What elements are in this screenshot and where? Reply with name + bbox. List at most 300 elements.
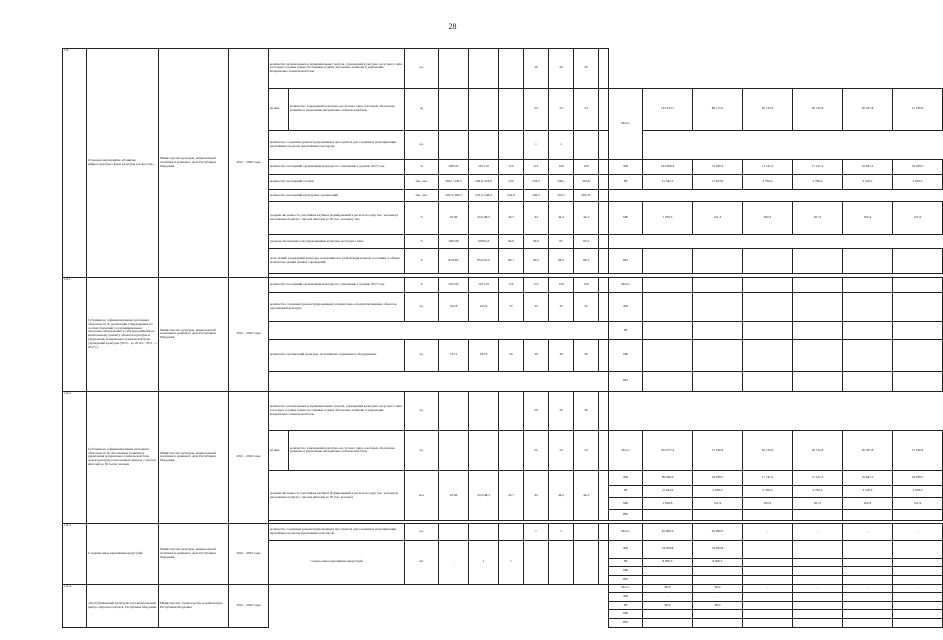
indicator-unit: ед. xyxy=(405,339,439,371)
indicator-unit: ед. xyxy=(405,523,439,540)
table-cell xyxy=(609,234,643,249)
finance-value: 54 059,8 xyxy=(643,541,693,558)
indicator-name: количество посещений организаций культуры по отношению к уровню 2017 года xyxy=(269,277,405,292)
indicator-value xyxy=(599,175,609,190)
indicator-name: средняя численность участников клубных формирований в расчете на одну тыс. человек (в населенных пунктах с числом жителей до 50 тыс. человек), тыс. xyxy=(269,202,405,234)
indicator-value: 24 xyxy=(549,431,574,471)
indicator-value: 1 xyxy=(524,523,549,540)
finance-value: 143 966,4 xyxy=(643,160,693,175)
indicator-value: - xyxy=(439,541,469,584)
indicator-unit: % xyxy=(405,249,439,274)
measure-years: 2022 – 2026 годы xyxy=(229,523,269,584)
finance-source: Всего xyxy=(609,277,643,292)
indicator-value xyxy=(499,391,524,431)
finance-value: 18 058,5 xyxy=(693,470,743,485)
finance-value: 62 960,3 xyxy=(643,523,693,540)
indicator-value: 263,35 xyxy=(574,190,599,202)
indicator-name: количество учреждений культурно-досугового типа, в которых обеспечено развитие и укрепление материально-технической базы xyxy=(289,431,405,471)
finance-value: 8 900,5 xyxy=(693,558,743,567)
indicator-value: 105/107 xyxy=(439,277,469,292)
finance-value: 20 132,9 xyxy=(793,431,843,471)
finance-value: 211,9 xyxy=(693,497,743,509)
indicator-value: 234,3 xyxy=(524,175,549,190)
indicator-value: 43,7 xyxy=(499,470,524,521)
indicator-value xyxy=(524,541,549,584)
table-cell xyxy=(793,391,843,431)
indicator-value xyxy=(574,523,599,540)
finance-source: Всего xyxy=(609,523,643,540)
finance-value xyxy=(793,371,843,391)
finance-source: РБ xyxy=(609,175,643,190)
finance-value: 21 186,9 xyxy=(893,88,943,130)
indicator-value: 110 xyxy=(499,160,524,175)
finance-value xyxy=(743,277,793,292)
table-cell xyxy=(643,49,943,89)
finance-value xyxy=(743,541,793,558)
indicator-value xyxy=(439,391,469,431)
finance-source: РБ xyxy=(609,601,643,610)
finance-value xyxy=(743,593,793,602)
indicator-name: количество региональных и муниципальных театров, учреждений культурно-досугового типа, в которых созданы новые постоянные и (или) обеспечено развитие и укрепление материально-технической базы xyxy=(269,49,405,89)
indicator-value: 24/24 xyxy=(469,292,499,322)
indicator-value: 24 xyxy=(574,431,599,471)
finance-value: 21 186,9 xyxy=(693,431,743,471)
finance-value: 1 026,8 xyxy=(643,497,693,509)
finance-value xyxy=(843,619,893,628)
indicator-value: 44 xyxy=(524,202,549,234)
finance-value: 98,0 xyxy=(693,584,743,593)
indicator-value: 242,9 xyxy=(499,190,524,202)
finance-value: 2 936,3 xyxy=(693,485,743,497)
finance-value: 211,3 xyxy=(693,202,743,234)
indicator-value: 24 xyxy=(524,431,549,471)
indicator-value xyxy=(599,249,609,274)
indicator-name: количество посещений организаций культуры по отношению к уровню 2017 года xyxy=(269,160,405,175)
finance-value: 200,4 xyxy=(843,202,893,234)
finance-source: Всего xyxy=(609,431,643,471)
finance-value xyxy=(693,322,743,339)
indicator-value: 32 xyxy=(524,292,549,322)
indicator-value: 18/18 xyxy=(469,339,499,371)
finance-source: РБ xyxy=(609,485,643,497)
indicator-value: 90,3 xyxy=(549,249,574,274)
finance-value: 17 141,2 xyxy=(793,160,843,175)
measure-name: «Республиканский культурно-просветительский центр» г.Краснослободск, Республика Мордовия xyxy=(87,584,159,628)
measure-executor: Министерство строительства и архитектуры Республики Мордовия xyxy=(159,584,229,628)
measure-name: Субсидии на софинансирование расходных обязательств на обеспечение развития и укрепления материально-технической базы домов культуры в населенных пунктах с числом жителей до 50 тысяч человек xyxy=(87,391,159,523)
finance-value: - xyxy=(843,523,893,540)
table-cell xyxy=(269,322,609,339)
table-cell xyxy=(643,234,693,249)
indicator-unit: ед. xyxy=(405,292,439,322)
finance-value xyxy=(893,575,943,584)
table-cell xyxy=(893,234,943,249)
finance-source: ВИ xyxy=(609,249,643,274)
indicator-value xyxy=(469,49,499,89)
finance-value: - xyxy=(893,523,943,540)
finance-value: - xyxy=(743,584,793,593)
indicator-value: 107/119 xyxy=(469,277,499,292)
indicator-value: 126 xyxy=(574,160,599,175)
indicator-value: 1 xyxy=(524,130,549,160)
table-cell xyxy=(693,391,743,431)
indicator-value: 1 xyxy=(549,130,574,160)
table-cell xyxy=(893,190,943,202)
page-number: 28 xyxy=(448,22,457,31)
finance-value xyxy=(643,510,693,521)
indicator-value: 27 xyxy=(499,292,524,322)
finance-value xyxy=(643,619,693,628)
indicator-value: 36 xyxy=(524,339,549,371)
finance-value xyxy=(643,249,693,274)
indicator-value xyxy=(469,431,499,471)
finance-source: РБ xyxy=(609,322,643,339)
finance-value: - xyxy=(893,584,943,593)
program-measures-table xyxy=(62,48,943,628)
finance-value xyxy=(693,610,743,619)
indicator-value xyxy=(469,391,499,431)
finance-value: 72 036,3 xyxy=(693,160,743,175)
table-row xyxy=(63,49,943,89)
measure-name: Субсидии на софинансирование расходных обязательств по реализации утвержденных на соответствующий год муниципальных программ, включающих в себя мероприятия по капитальному ремонту объектов культуры и укреплению материально-технической базы учреждений культуры (7010 – до 2016 г., 7611 – с 2017 г.) xyxy=(87,277,159,391)
finance-value: 20 132,9 xyxy=(743,431,793,471)
indicator-unit: % xyxy=(405,234,439,249)
finance-value xyxy=(643,567,693,576)
table-cell xyxy=(609,190,643,202)
indicator-value: 19/18 xyxy=(439,292,469,322)
finance-value: 21 542,5 xyxy=(643,175,693,190)
finance-value: 89 046,6 xyxy=(643,470,693,485)
indicator-value: 44,2 xyxy=(549,202,574,234)
finance-source: МБ xyxy=(609,339,643,371)
indicator-value: 1 xyxy=(549,523,574,540)
indicator-name: количество созданных (реконструированных) пространств для создания и популяризации креативных проектов (креативных кластеров) xyxy=(269,523,405,540)
finance-value xyxy=(793,541,843,558)
indicator-value: 239,1 xyxy=(549,175,574,190)
measure-number: 1.8.3. xyxy=(63,523,87,584)
indicator-value xyxy=(439,88,469,130)
finance-value xyxy=(843,593,893,602)
indicator-value xyxy=(574,130,599,160)
indicator-value: 32 xyxy=(549,292,574,322)
indicator-value: 26 xyxy=(499,339,524,371)
finance-value xyxy=(743,371,793,391)
finance-value xyxy=(843,249,893,274)
finance-source: ВИ xyxy=(609,510,643,521)
indicator-prefix: из них: xyxy=(269,88,289,130)
finance-value xyxy=(793,601,843,610)
table-cell xyxy=(743,190,793,202)
measure-number: 1.8. xyxy=(63,49,87,278)
table-cell xyxy=(793,234,843,249)
indicator-value xyxy=(574,541,599,584)
table-cell xyxy=(743,234,793,249)
finance-value xyxy=(643,292,693,322)
finance-value xyxy=(743,575,793,584)
finance-source: МБ xyxy=(609,610,643,619)
table-cell xyxy=(843,391,893,431)
finance-source: РБ xyxy=(609,558,643,567)
finance-value: 200,4 xyxy=(843,497,893,509)
table-cell xyxy=(793,190,843,202)
indicator-value: 90,2 xyxy=(524,249,549,274)
indicator-value: 44 xyxy=(524,470,549,521)
indicator-value: 44,2 xyxy=(549,470,574,521)
indicator-value xyxy=(599,277,609,292)
indicator-value xyxy=(599,431,609,471)
finance-source: Всего xyxy=(609,88,643,160)
finance-value xyxy=(693,249,743,274)
finance-value: 2 790,4 xyxy=(793,175,843,190)
indicator-unit: шт xyxy=(405,541,439,584)
finance-value xyxy=(793,322,843,339)
indicator-value xyxy=(499,523,524,540)
indicator-name: доля зданий учреждений культуры, находящихся в удовлетворительном состоянии, в общем количестве зданий данных учреждений xyxy=(269,249,405,274)
indicator-value xyxy=(469,88,499,130)
finance-value xyxy=(793,610,843,619)
finance-value xyxy=(793,575,843,584)
finance-value: 17 141,2 xyxy=(743,160,793,175)
finance-value: 211,9 xyxy=(893,202,943,234)
table-row xyxy=(63,523,943,540)
indicator-value xyxy=(599,292,609,322)
indicator-value xyxy=(599,470,609,521)
indicator-name: количество учреждений культурно-досугового типа, в которых обеспечено развитие и укрепление материально-технической базы xyxy=(289,88,405,130)
indicator-name: количество региональных и муниципальных театров, учреждений культурно-досугового типа, в которых созданы новые постоянные и (или) обеспечено развитие и укрепление материально-технической базы xyxy=(269,391,405,431)
finance-value xyxy=(893,322,943,339)
indicator-value xyxy=(599,88,609,130)
indicator-unit: тыс. чел. xyxy=(405,190,439,202)
indicator-value: 12/12 xyxy=(439,339,469,371)
finance-source: ФБ xyxy=(609,160,643,175)
finance-source: МБ xyxy=(609,202,643,234)
finance-value xyxy=(743,601,793,610)
indicator-value: 115 xyxy=(524,277,549,292)
finance-value xyxy=(793,558,843,567)
indicator-value: 26 xyxy=(574,391,599,431)
indicator-value xyxy=(599,202,609,234)
finance-value xyxy=(743,567,793,576)
finance-value: 102 077,4 xyxy=(643,431,693,471)
indicator-name: средняя численность участников клубных формирований в расчете на одну тыс. человек (в населенных пунктах с числом жителей до 50 тыс. человек) xyxy=(269,470,405,521)
finance-value xyxy=(793,277,843,292)
finance-value xyxy=(643,371,693,391)
indicator-value: 249,5 xyxy=(524,190,549,202)
finance-value xyxy=(893,610,943,619)
finance-value xyxy=(643,575,693,584)
finance-value xyxy=(843,567,893,576)
finance-value xyxy=(793,510,843,521)
indicator-value xyxy=(499,431,524,471)
indicator-value: 1 xyxy=(469,541,499,584)
indicator-value: 1 xyxy=(499,541,524,584)
measure-years: 2022 – 2026 годы xyxy=(229,584,269,628)
finance-value xyxy=(843,575,893,584)
finance-value: 201,3 xyxy=(793,202,843,234)
table-cell xyxy=(643,130,693,160)
finance-value xyxy=(843,339,893,371)
finance-value xyxy=(643,610,693,619)
indicator-prefix: из них: xyxy=(269,431,289,471)
indicator-value xyxy=(499,49,524,89)
table-cell xyxy=(693,234,743,249)
finance-value xyxy=(793,567,843,576)
finance-value: 3 190,2 xyxy=(843,175,893,190)
finance-value xyxy=(743,249,793,274)
table-cell xyxy=(609,391,643,431)
finance-value xyxy=(843,610,893,619)
table-row xyxy=(63,391,943,431)
indicator-value xyxy=(469,130,499,160)
indicator-value: 94,6 xyxy=(499,234,524,249)
finance-value xyxy=(693,339,743,371)
finance-value xyxy=(693,575,743,584)
indicator-value xyxy=(439,49,469,89)
indicator-value: 32 xyxy=(574,292,599,322)
finance-value: 145 635,7 xyxy=(643,88,693,130)
finance-value xyxy=(743,610,793,619)
finance-value: 54 059,8 xyxy=(693,541,743,558)
finance-value xyxy=(893,619,943,628)
finance-source: ВИ xyxy=(609,619,643,628)
indicator-value xyxy=(599,391,609,431)
indicator-value: 115 xyxy=(524,160,549,175)
finance-value: 200,3 xyxy=(743,497,793,509)
finance-value: 2 790,4 xyxy=(793,485,843,497)
finance-value xyxy=(843,371,893,391)
indicator-value xyxy=(599,234,609,249)
indicator-value: 26 xyxy=(574,49,599,89)
indicator-unit: ед xyxy=(405,88,439,130)
indicator-value: 120 xyxy=(549,277,574,292)
measure-number: 1.8.1. xyxy=(63,277,87,391)
indicator-unit: % xyxy=(405,202,439,234)
finance-value xyxy=(893,249,943,274)
indicator-value: 82,6/85 xyxy=(439,249,469,274)
indicator-unit: тыс. чел. xyxy=(405,175,439,190)
finance-value: - xyxy=(693,593,743,602)
indicator-value xyxy=(599,49,609,89)
finance-value xyxy=(893,292,943,322)
finance-value: - xyxy=(643,593,693,602)
indicator-value: 100/94,3 xyxy=(469,234,499,249)
finance-value xyxy=(743,510,793,521)
finance-source: ФБ xyxy=(609,470,643,485)
finance-value: 17 141,2 xyxy=(743,470,793,485)
indicator-unit: ед. xyxy=(405,130,439,160)
indicator-value: 107/110 xyxy=(469,160,499,175)
finance-value xyxy=(643,277,693,292)
indicator-unit: % xyxy=(405,160,439,175)
table-cell xyxy=(843,190,893,202)
finance-value: 20 037,8 xyxy=(843,88,893,130)
indicator-value: 26 xyxy=(524,49,549,89)
indicator-name: количество созданных (реконструированных) и капитально отремонтированных объектов организаций культуры xyxy=(269,292,405,322)
indicator-value xyxy=(599,523,609,540)
finance-value xyxy=(893,567,943,576)
measure-executor: Министерство культуры, национальной политики и архивного дела Республики Мордовия xyxy=(159,391,229,523)
table-row xyxy=(63,277,943,292)
indicator-value: 24 xyxy=(574,88,599,130)
indicator-value: 243,8 xyxy=(574,175,599,190)
finance-value: 18 058,5 xyxy=(893,470,943,485)
finance-value xyxy=(693,510,743,521)
indicator-value xyxy=(549,541,574,584)
measure-name: Основное мероприятие «Развитие инфраструктуры сферы культуры и искусства» xyxy=(87,49,159,278)
indicator-value: 89,4 xyxy=(574,249,599,274)
finance-value: 2 936,3 xyxy=(893,485,943,497)
indicator-value xyxy=(599,190,609,202)
finance-value xyxy=(843,541,893,558)
finance-value: 18 058,5 xyxy=(893,160,943,175)
finance-value: 20 132,9 xyxy=(793,88,843,130)
indicator-name: создано школ креативных индустрий xyxy=(269,541,405,584)
table-cell xyxy=(793,130,843,160)
indicator-value: 230 xyxy=(499,175,524,190)
finance-source: МБ xyxy=(609,567,643,576)
table-cell xyxy=(893,130,943,160)
finance-value xyxy=(843,510,893,521)
finance-value: 1 059,5 xyxy=(643,202,693,234)
indicator-value: 108/107 xyxy=(439,160,469,175)
finance-value xyxy=(793,619,843,628)
indicator-name: количество организаций культуры, получивших современное оборудование xyxy=(269,339,405,371)
finance-value xyxy=(693,371,743,391)
finance-value xyxy=(693,567,743,576)
indicator-value: 95 xyxy=(549,234,574,249)
indicator-value: 243,3/ 263,5 xyxy=(439,190,469,202)
finance-value: 2 936,3 xyxy=(893,175,943,190)
finance-value: - xyxy=(843,584,893,593)
indicator-value: 36 xyxy=(574,339,599,371)
finance-value xyxy=(643,322,693,339)
finance-value xyxy=(893,277,943,292)
indicator-value: 95,2 xyxy=(574,234,599,249)
indicator-value: 44,4 xyxy=(574,202,599,234)
indicator-value xyxy=(599,130,609,160)
table-cell xyxy=(609,49,643,89)
finance-value xyxy=(893,339,943,371)
finance-value xyxy=(743,619,793,628)
finance-value xyxy=(643,339,693,371)
table-cell xyxy=(643,391,693,431)
finance-value: 98,0 xyxy=(643,601,693,610)
finance-value xyxy=(843,292,893,322)
finance-value xyxy=(793,292,843,322)
finance-value: 98,0 xyxy=(693,601,743,610)
measure-executor: Министерство культуры, национальной политики и архивного дела Республики Мордовия xyxy=(159,49,229,278)
indicator-value: 26 xyxy=(524,391,549,431)
indicator-value: 44,4 xyxy=(574,470,599,521)
measure-executor: Министерство культуры, национальной политики и архивного дела Республики Мордовия xyxy=(159,523,229,584)
indicator-value: 43,5/48,3 xyxy=(469,470,499,521)
finance-value xyxy=(793,339,843,371)
indicator-value xyxy=(599,339,609,371)
table-cell xyxy=(269,584,609,628)
indicator-value: 36 xyxy=(549,339,574,371)
indicator-value: 253,5/ 248,3 xyxy=(469,190,499,202)
finance-value xyxy=(893,601,943,610)
table-cell xyxy=(743,391,793,431)
finance-value xyxy=(893,371,943,391)
indicator-value: 24 xyxy=(524,88,549,130)
table-cell xyxy=(693,130,743,160)
finance-value: 201,3 xyxy=(793,497,843,509)
finance-value xyxy=(843,322,893,339)
measure-number: 1.8.2. xyxy=(63,391,87,523)
table-cell xyxy=(843,234,893,249)
indicator-value: 246,6/ 224,8 xyxy=(469,175,499,190)
